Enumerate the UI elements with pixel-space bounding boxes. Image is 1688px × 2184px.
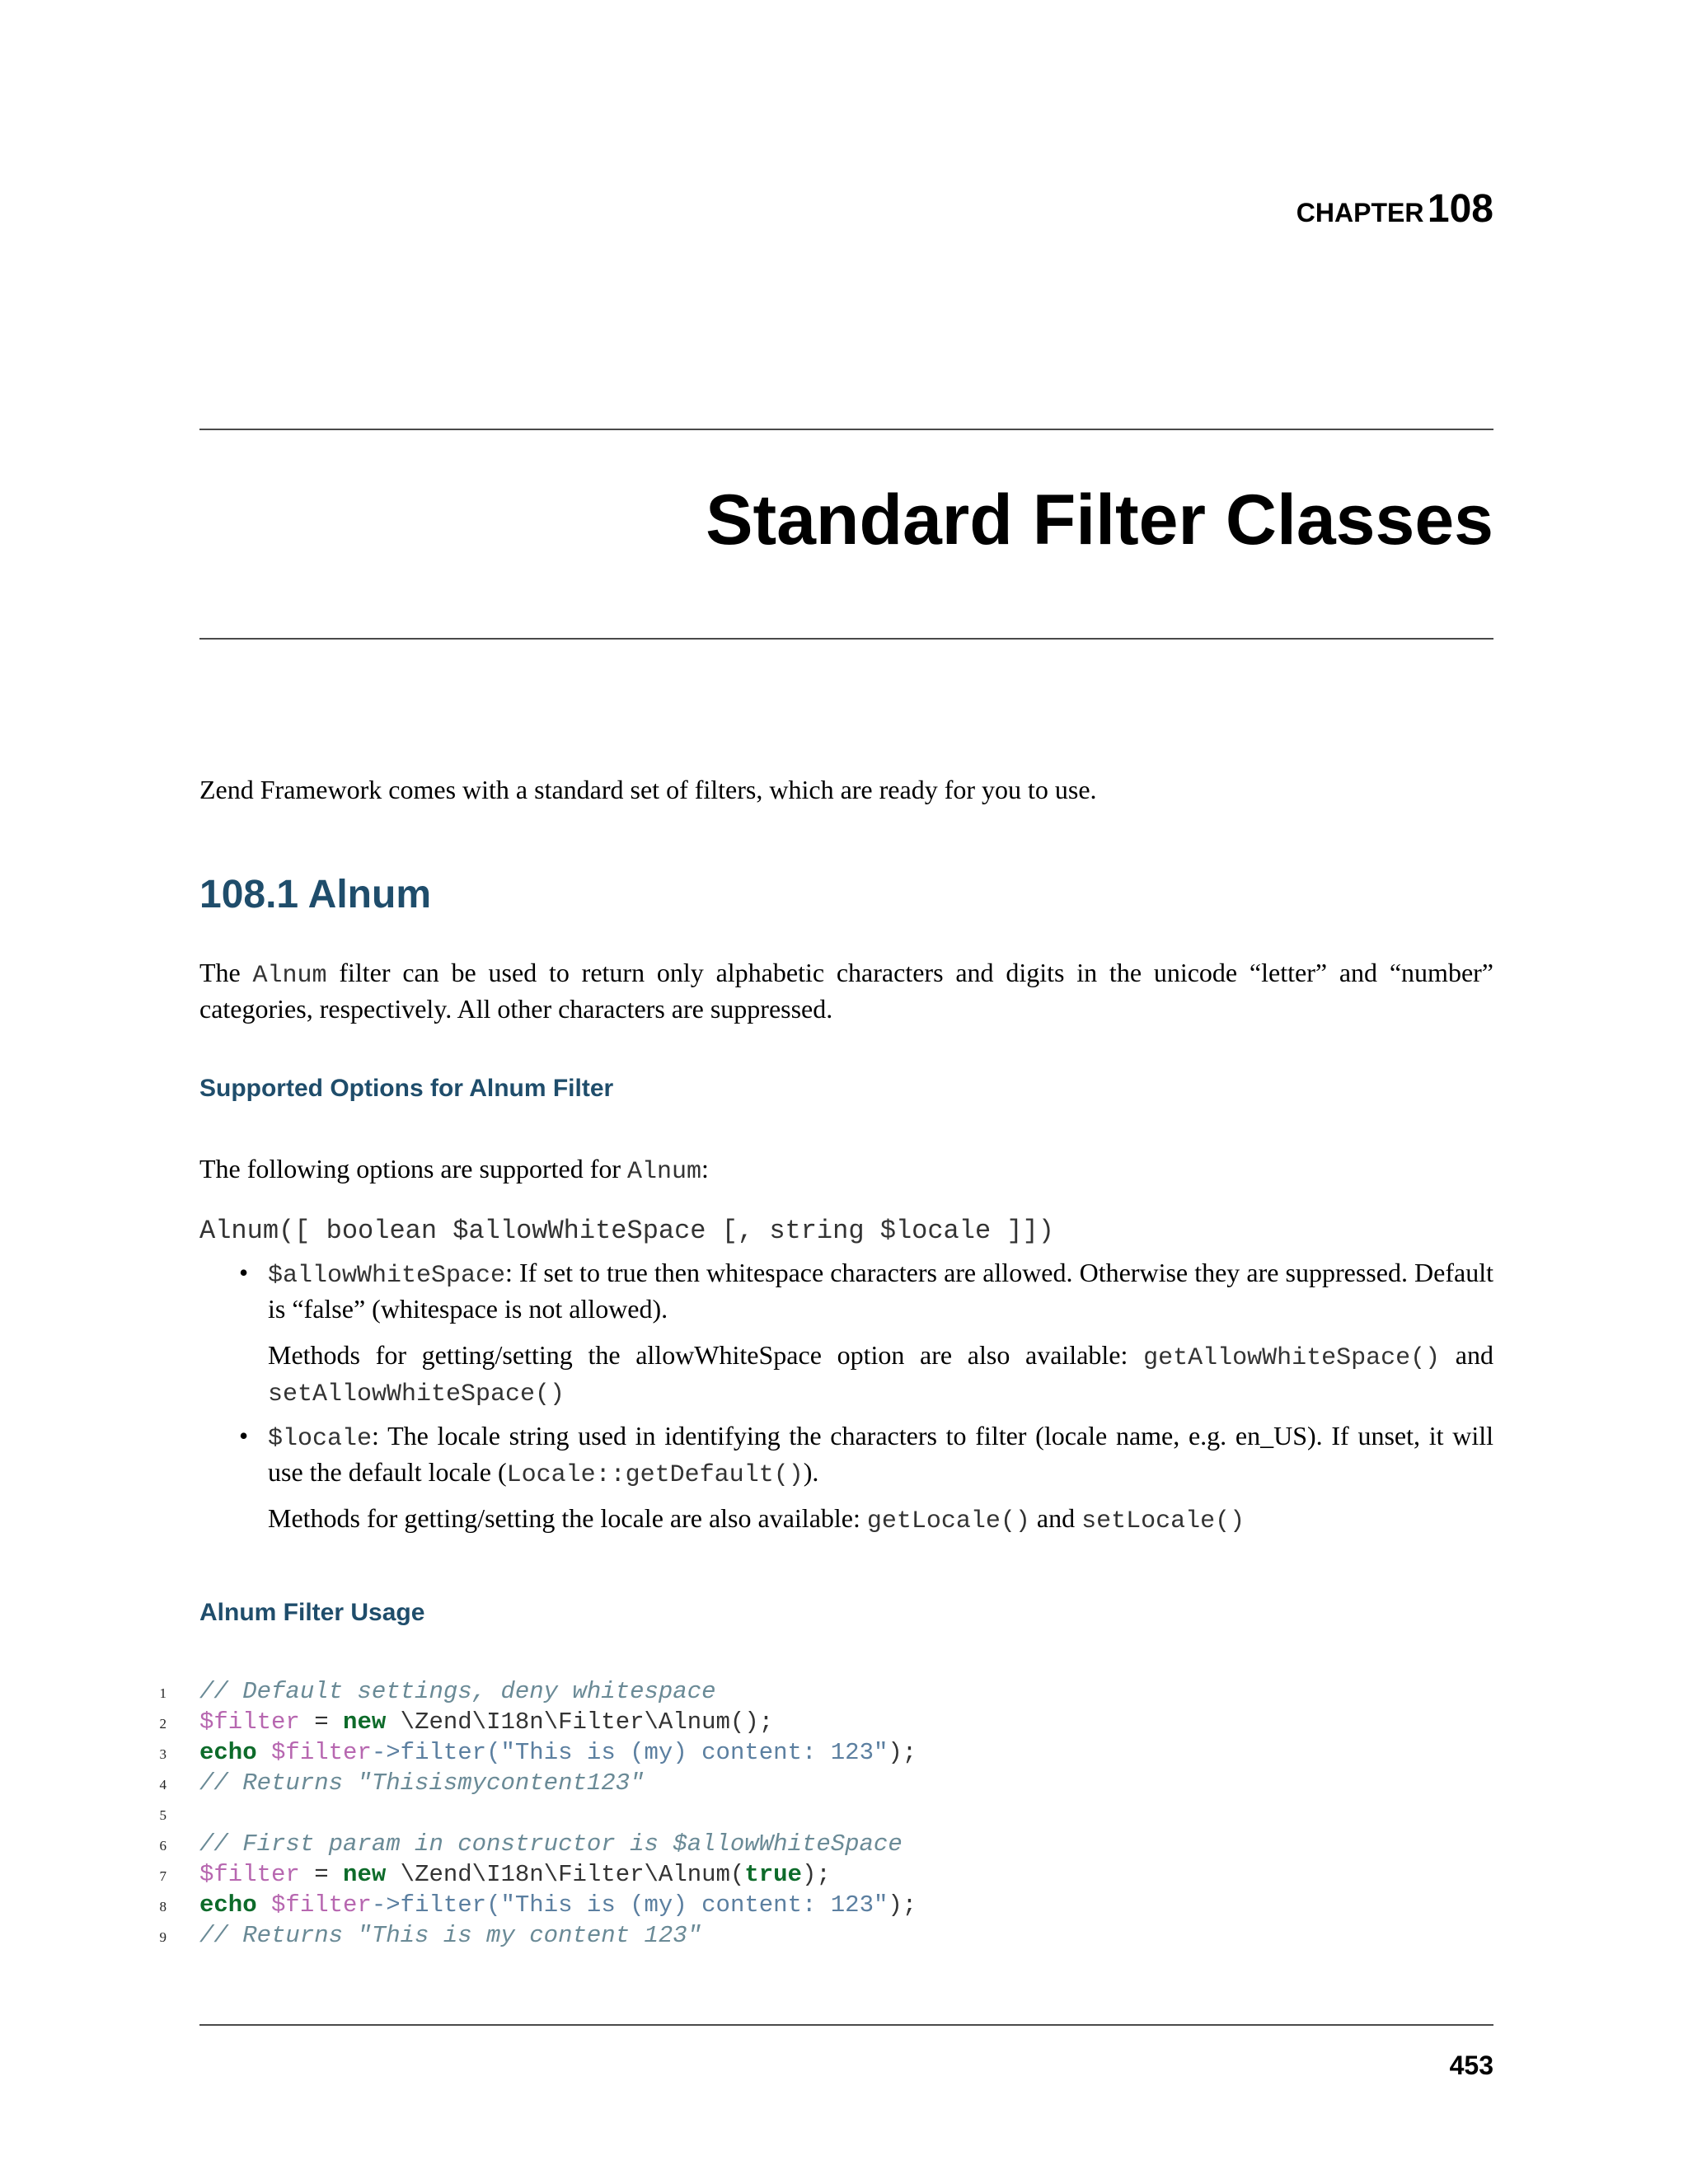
- page-number: 453: [1449, 2050, 1493, 2080]
- line-number: 5: [159, 1807, 166, 1823]
- title-rule-top: [199, 429, 1493, 430]
- intro-paragraph: Zend Framework comes with a standard set of filters, which are ready for you to use.: [199, 775, 1097, 804]
- code-variable: $filter: [199, 1708, 300, 1736]
- getter-code: getAllowWhiteSpace(): [1143, 1344, 1441, 1372]
- code-string: "This is (my) content: 123": [500, 1739, 889, 1766]
- code-keyword: echo: [199, 1891, 257, 1919]
- line-number: 2: [159, 1716, 166, 1732]
- code-keyword: new: [343, 1708, 387, 1736]
- line-number: 6: [159, 1838, 166, 1854]
- code-comment: // Returns "This is my content 123": [199, 1922, 702, 1949]
- section-heading: 108.1 Alnum: [199, 873, 431, 916]
- chapter-word: CHAPTER: [1296, 198, 1424, 227]
- code-comment: // Default settings, deny whitespace: [199, 1678, 716, 1705]
- code-keyword: echo: [199, 1739, 257, 1766]
- methods-text: Methods for getting/setting the allowWhiteSpace option are also available:: [268, 1340, 1144, 1370]
- line-number: 9: [159, 1929, 166, 1945]
- methods-text: Methods for getting/setting the locale are also available:: [268, 1503, 867, 1533]
- option-desc: : The locale string used in identifying the characters to filter (locale name, e.g. en_US). If unset, it will use the default locale (: [268, 1421, 1493, 1487]
- option-name: $locale: [268, 1425, 373, 1453]
- code-comment: // First param in constructor is $allowWhiteSpace: [199, 1830, 903, 1858]
- footer-rule: [199, 2024, 1493, 2026]
- code-variable: $filter: [199, 1861, 300, 1888]
- code-space: [257, 1891, 271, 1919]
- options-lead-text: The following options are supported for: [199, 1154, 627, 1183]
- code-string: "This is (my) content: 123": [500, 1891, 889, 1919]
- code-text: );: [888, 1739, 917, 1766]
- code-line: [148, 1676, 716, 1707]
- bullet-marker: •: [239, 1258, 249, 1287]
- usage-heading: Alnum Filter Usage: [199, 1599, 425, 1626]
- code-method-call: ->filter(: [371, 1891, 501, 1919]
- code-line: [148, 1920, 702, 1951]
- code-comment: // Returns "Thisismycontent123": [199, 1769, 645, 1797]
- code-operator: =: [299, 1708, 344, 1736]
- code-keyword: true: [744, 1861, 802, 1888]
- code-block: [148, 1676, 917, 1951]
- line-number: 8: [159, 1899, 166, 1915]
- code-variable: $filter: [271, 1739, 372, 1766]
- code-line: [148, 1798, 166, 1829]
- code-line: [148, 1707, 774, 1737]
- option-allowwhitespace-methods: [268, 1338, 1493, 1411]
- code-line: [148, 1768, 645, 1798]
- code-line: [148, 1737, 917, 1768]
- getter-code: getLocale(): [866, 1507, 1030, 1535]
- chapter-label: [1296, 187, 1493, 231]
- code-keyword: new: [343, 1861, 387, 1888]
- line-number: 1: [159, 1685, 166, 1701]
- code-text: \Zend\I18n\Filter\Alnum(: [386, 1861, 745, 1888]
- options-heading: Supported Options for Alnum Filter: [199, 1075, 614, 1102]
- chapter-number: 108: [1427, 187, 1493, 231]
- code-space: [257, 1739, 271, 1766]
- code-method-call: ->filter(: [371, 1739, 501, 1766]
- page-title: Standard Filter Classes: [706, 480, 1493, 560]
- options-lead: [199, 1152, 1493, 1188]
- option-locale-methods: [268, 1502, 1493, 1538]
- option-desc-end: ).: [803, 1457, 819, 1487]
- code-line: [148, 1829, 903, 1859]
- title-rule-bottom: [199, 638, 1493, 640]
- function-signature: Alnum([ boolean $allowWhiteSpace [, string $locale ]]): [199, 1216, 1054, 1246]
- desc-text: The: [199, 958, 253, 987]
- code-text: \Zend\I18n\Filter\Alnum();: [386, 1708, 774, 1736]
- option-locale: [268, 1419, 1493, 1492]
- code-text: );: [888, 1891, 917, 1919]
- option-desc-code: Locale::getDefault(): [506, 1461, 804, 1489]
- option-desc: : If set to true then whitespace characters are allowed. Otherwise they are suppressed. Default is “false” (whitespace is not allowed).: [268, 1258, 1493, 1324]
- section-description: [199, 956, 1493, 1025]
- code-line: [148, 1859, 831, 1890]
- desc-code-alnum: Alnum: [252, 962, 327, 990]
- option-allowwhitespace: [268, 1256, 1493, 1325]
- code-variable: $filter: [271, 1891, 372, 1919]
- methods-and: and: [1029, 1503, 1082, 1533]
- setter-code: setLocale(): [1081, 1507, 1245, 1535]
- line-number: 3: [159, 1746, 166, 1762]
- code-operator: =: [299, 1861, 344, 1888]
- options-lead-end: :: [701, 1154, 709, 1183]
- desc-text-rest: filter can be used to return only alphabetic characters and digits in the unicode “letter” and “number” categories, respectively. All other characters are suppressed.: [199, 958, 1494, 1024]
- bullet-marker: •: [239, 1421, 249, 1451]
- setter-code: setAllowWhiteSpace(): [268, 1380, 565, 1408]
- options-lead-code: Alnum: [627, 1158, 702, 1186]
- line-number: 7: [159, 1868, 166, 1884]
- line-number: 4: [159, 1777, 166, 1793]
- code-text: );: [801, 1861, 831, 1888]
- code-line: [148, 1890, 917, 1920]
- option-name: $allowWhiteSpace: [268, 1262, 506, 1290]
- methods-and: and: [1440, 1340, 1494, 1370]
